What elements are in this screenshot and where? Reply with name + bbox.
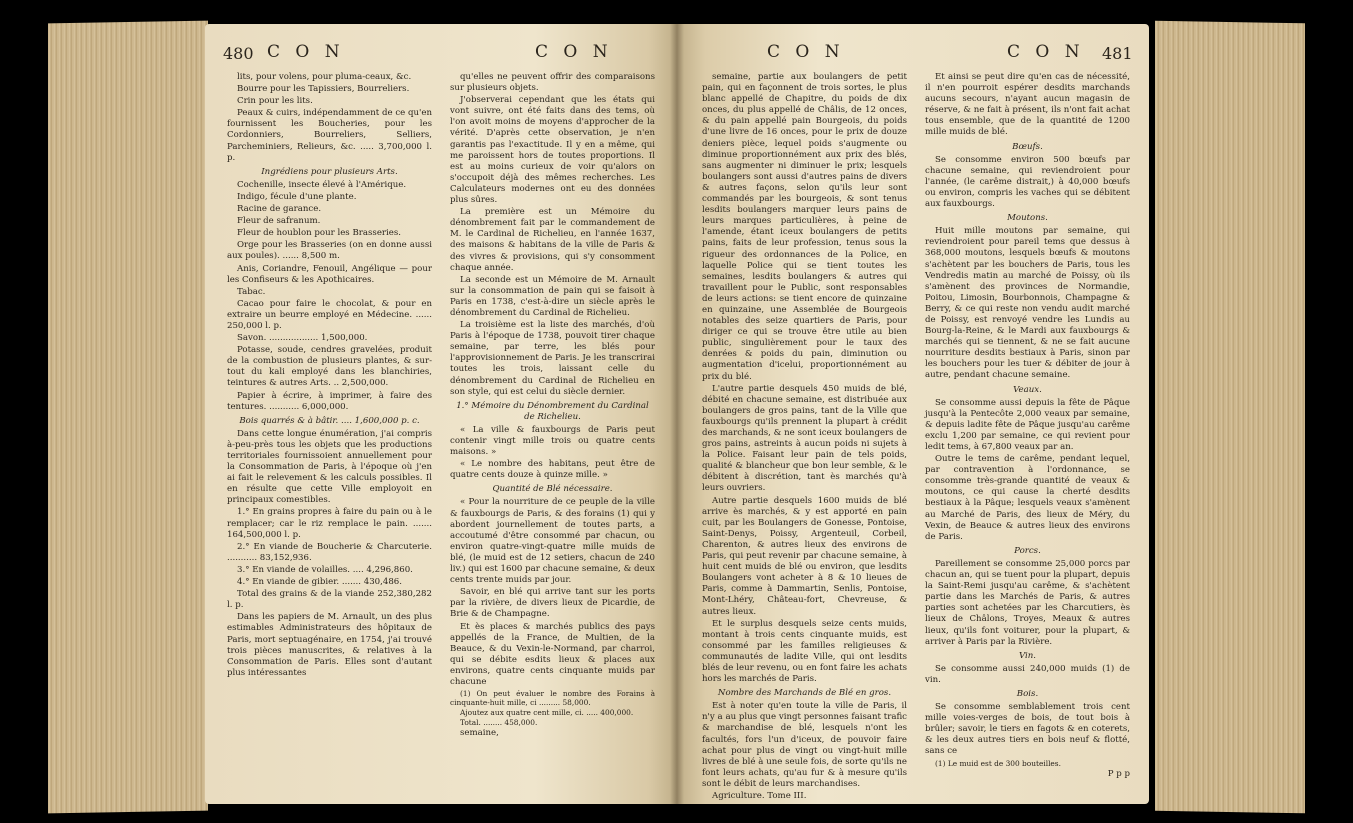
book-gutter (670, 24, 684, 804)
paragraph: Savon. .................. 1,500,000. (237, 333, 368, 344)
running-header: C O N (767, 42, 845, 62)
paragraph: Se consomme environ 500 bœufs par chacune semaine, qui reviendroient pour l'année, (le carême distrait,) à 40,000 bœufs ou environ, compris les vaches qui se débitent aux fauxbourgs. (925, 154, 1130, 210)
paragraph: Cacao pour faire le chocolat, & pour en extraire un beurre employé en Médecine. ...... 250,000 l. p. (227, 298, 432, 331)
running-header: C O N (1007, 42, 1085, 62)
paragraph: L'autre partie desquels 450 muids de blé, débité en chacune semaine, est distribuée aux boulangers de gros pains, tant de la Ville que fauxbourgs qu'ils prennent la plupart à crédit des marchands, & ne sont iceux boulangers de gros pains, astreints à aucun poids ni sujets à la Police. Faisant leur pain de tels poids, qualité & blancheur que bon leur semble, & le débitent à discrétion, tant ès marchés qu'à leurs ouvriers. (702, 383, 907, 494)
paragraph: Anis, Coriandre, Fenouil, Angélique — pour les Confiseurs & les Apothicaires. (227, 263, 432, 285)
paragraph: Ajoutez aux quatre cent mille, ci. ..... 400,000. (460, 708, 634, 718)
paragraph: Agriculture. Tome III. (712, 791, 807, 801)
paragraph: 1.° En grains propres à faire du pain ou à le remplacer; car le riz remplace le pain. ....... 164,500,000 l. p. (227, 507, 432, 540)
paragraph: Potasse, soude, cendres gravelées, produit de la combustion de plusieurs plantes, & sur-tout du kali employé dans les blanchiries, teintures & autres Arts. .. 2,500,000. (227, 345, 432, 389)
paragraph: Porcs. (1014, 545, 1041, 556)
paragraph: Est à noter qu'en toute la ville de Paris, il n'y a au plus que vingt personnes faisant trafic & marchandise de blé, lesquels n'ont les facultés, fors l'un d'iceux, de pouvoir faire achat pour plus de vingt ou vingt-huit mille livres de blé à une seule fois, de sorte qu'ils ne font leurs achats, qu'au fur & à mesure qu'ils sont le débit de leurs marchandises. (702, 701, 907, 789)
paragraph: La seconde est un Mémoire de M. Arnault sur la consommation de pain qui se faisoit à Paris en 1738, c'est-à-dire un siècle après le dénombrement du Cardinal de Richelieu. (450, 274, 655, 318)
paragraph: La troisième est la liste des marchés, d'où Paris à l'époque de 1738, pouvoit tirer chaque semaine, par terre, les blés pour l'approvisionnement de Paris. Je les transcrirai toutes les trois, laissant celle du dénombrement du Cardinal de Richelieu en son style, qui est celui du siècle dernier. (450, 320, 655, 397)
right-page-edges (1155, 21, 1305, 814)
paragraph: Dans les papiers de M. Arnault, un des plus estimables Administrateurs des hôpitaux de Paris, mort septuagénaire, en 1754, j'ai trouvé trois pièces manuscrites, & relatives à la Consommation de Paris. Elles sont d'autant plus intéressantes (227, 612, 432, 678)
paragraph: Et ès places & marchés publics des pays appellés de la France, de Multien, de la Beauce, & du Vexin-le-Normand, par charroi, qui se débite esdits lieux & places aux environs, quatre cents cinquante muids par chacune (450, 621, 655, 687)
paragraph: Pareillement se consomme 25,000 porcs par chacun an, qui se tuent pour la plupart, depuis la Saint-Remi jusqu'au carême, & s'achètent partie dans les Marchés de Paris, & autres parties sont achetées par les Charcutiers, ès lieux de Châlons, Troyes, Meaux & autres lieux, qu'ils font voiturer, pour la plupart, & arriver à Paris par la Rivière. (925, 558, 1130, 647)
page-number: 481 (1102, 44, 1133, 63)
paragraph: Cochenille, insecte élevé à l'Amérique. (237, 179, 407, 190)
paragraph: lits, pour volens, pour pluma-ceaux, &c. (237, 72, 412, 82)
paragraph: Outre le tems de carême, pendant lequel, par contravention à l'ordonnance, se consomme très-grande quantité de veaux & moutons, ce qui cause la cherté desdits bestiaux à la Pâque; lesquels veaux s'amènent au Marché de Paris, des lieux de Méry, du Vexin, de Beauce & autres lieux des environs de Paris. (925, 454, 1130, 542)
paragraph: qu'elles ne peuvent offrir des comparaisons sur plusieurs objets. (450, 72, 655, 94)
paragraph: Bois quarrés & à bâtir. .... 1,600,000 p. c. (239, 415, 420, 426)
paragraph: Bœufs. (1012, 141, 1043, 152)
right-page (677, 24, 1149, 804)
paragraph: Racine de garance. (237, 204, 322, 215)
left-page (205, 24, 677, 804)
paragraph: Ingrédiens pour plusieurs Arts. (261, 166, 398, 177)
paragraph: Et ainsi se peut dire qu'en cas de nécessité, il n'en pourroit espérer desdits marchands aucuns secours, n'ayant aucun magasin de réserve, & ne fait à présent, ils n'ont fait achat tous ensemble, que de la quantité de 1200 mille muids de blé. (925, 72, 1130, 138)
paragraph: Autre partie desquels 1600 muids de blé arrive ès marchés, & y est apporté en pain cuit, par les Boulangers de Gonesse, Pontoise, Saint-Denys, Poissy, Argenteuil, Corbeil, Charenton, & autres lieux des environs de Paris, qui peut revenir par chacune semaine, à huit cent muids de blé ou environ, que lesdits Boulangers vont acheter à 8 & 10 lieues de Paris, comme à Dammartin, Senlis, Pontoise, Mont-Lhéry, Château-fort, Chevreuse, & autres lieux. (702, 495, 907, 617)
paragraph: Tabac. (237, 286, 266, 297)
paragraph: 2.° En viande de Boucherie & Charcuterie. ........... 83,152,936. (227, 541, 432, 563)
paragraph: Orge pour les Brasseries (on en donne aussi aux poules). ...... 8,500 m. (227, 240, 432, 262)
paragraph: P p p (1107, 768, 1130, 779)
paragraph: Savoir, en blé qui arrive tant sur les ports par la rivière, de divers lieux de Picardie, de Brie & de Champagne. (450, 587, 655, 620)
paragraph: Vin. (1018, 650, 1037, 661)
text-column-1 (702, 72, 907, 803)
paragraph: 1.° Mémoire du Dénombrement du Cardinal de Richelieu. (456, 400, 649, 422)
paragraph: Total. ........ 458,000. (460, 718, 538, 728)
paragraph: Nombre des Marchands de Blé en gros. (717, 688, 892, 699)
paragraph: « Pour la nourriture de ce peuple de la ville & fauxbourgs de Paris, & des forains (1) qui y abordent journellement de toutes parts, a accoutumé d'être consommé par chacun, ou environ quatre-vingt-quatre mille muids de blé, (le muid est de 12 setiers, chacun de 240 liv.) qui est 1600 par chacune semaine, & deux cents trente muids par jour. (450, 497, 655, 586)
paragraph: Se consomme aussi depuis la fête de Pâque jusqu'à la Pentecôte 2,000 veaux par semaine, & depuis ladite fête de Pâque jusqu'au carême exclu 1,200 par semaine, ce qui revient pour ledit tems, à 67,800 veaux par an. (925, 397, 1130, 452)
paragraph: Et le surplus desquels seize cents muids, montant à trois cents cinquante muids, est consommé par les familles religieuses & communautés de ladite Ville, qui ont lesdits blés de leur revenu, ou en font faire les achats hors les marchés de Paris. (702, 618, 907, 685)
text-column-1 (227, 72, 432, 680)
paragraph: Indigo, fécule d'une plante. (237, 191, 357, 202)
paragraph: Huit mille moutons par semaine, qui reviendroient pour pareil tems que dessus à 368,000 moutons, lesquels bœufs & moutons s'achètent par les bouchers de Paris, tous les Vendredis matin au marché de Poissy, où ils s'amènent des provinces de Normandie, Poitou, Limosin, Bourbonnois, Champagne & Berry, & ce qui reste non vendu audit marché de Poissy, est renvoyé vendre les Lundis au Bourg-la-Reine, & le Mardi aux fauxbourgs & marchés qui se tiennent, & ne se fait aucune nourriture desdits bestiaux à Paris, sinon par les bouchers pour les tuer & débiter de jour à autre, pendant chacune semaine. (925, 226, 1130, 381)
paragraph: Dans cette longue énumération, j'ai compris à-peu-près tous les objets que les productions territoriales fournissoient annuellement pour la Consommation de Paris, à l'époque où j'en ai fait le relevement & les calculs possibles. Il en résulte que cette Ville employoit en principaux comestibles. (227, 428, 432, 506)
running-header: C O N (267, 42, 345, 62)
paragraph: Papier à écrire, à imprimer, à faire des tentures. ........... 6,000,000. (227, 390, 432, 412)
paragraph: (1) Le muid est de 300 bouteilles. (935, 758, 1061, 768)
paragraph: Bois. (1016, 688, 1039, 699)
paragraph: Se consomme semblablement trois cent mille voies-verges de bois, de tout bois à brûler; savoir, le tiers en fagots & en coterets, & les deux autres tiers en bois neuf & flotté, sans ce (925, 702, 1130, 757)
paragraph: Crin pour les lits. (237, 96, 313, 107)
paragraph: Se consomme aussi 240,000 muids (1) de vin. (925, 663, 1130, 685)
paragraph: La première est un Mémoire du dénombrement fait par le commandement de M. le Cardinal de Richelieu, en l'année 1637, des maisons & habitans de la ville de Paris & des vivres & provisions, qui s'y consomment chaque année. (450, 207, 655, 273)
text-column-2 (925, 72, 1130, 781)
paragraph: semaine, (460, 728, 499, 739)
paragraph: (1) On peut évaluer le nombre des Forains à cinquante-huit mille, ci ......... 58,000. (450, 689, 655, 708)
paragraph: 3.° En viande de volailles. .... 4,296,860. (237, 564, 413, 575)
paragraph: Veaux. (1013, 384, 1042, 395)
paragraph: Total des grains & de la viande 252,380,282 l. p. (227, 589, 432, 611)
running-header: C O N (535, 42, 613, 62)
paragraph: « La ville & fauxbourgs de Paris peut contenir vingt mille trois ou quatre cents maisons. » (450, 424, 655, 458)
paragraph: Quantité de Blé nécessaire. (492, 484, 613, 495)
paragraph: 4.° En viande de gibier. ....... 430,486. (237, 577, 403, 588)
page-number: 480 (223, 44, 254, 63)
text-column-2 (450, 72, 655, 740)
paragraph: semaine, partie aux boulangers de petit pain, qui en façonnent de trois sortes, le plus blanc appellé de Chapitre, du poids de dix onces, du plus appellé de Châlis, de 12 onces, & du pain appellé pain Bourgeois, du poids d'une livre de 16 onces, pour le prix de douze deniers pièce, lequel poids s'augmente ou diminue proportionnément aux prix des blés, sans augmenter ni diminuer le prix; lesquels boulangers sont aussi d'autres pains de divers & autres façons, selon qu'ils leur sont commandés par les bourgeois, & sont tenus lesdits boulangers marquer leurs pains de leurs marques particulières, à peine de l'amende, étant iceux boulangers de petits pains, faits de leur profession, tenus sous la rigueur des ordonnances de la Police, en laquelle Police qui se tient toutes les semaines, lesdits boulangers & autres qui travaillent pour le Public, sont responsables de leurs actions: se tient encore de quinzaine en quinzaine, une Assemblée de Bourgeois notables des seize quartiers de Paris, pour diriger ce qui se trouve être utile au bien public, singulièrement pour le taux des denrées & poids du pain, diminution ou augmentation d'icelui, proportionnément au prix du blé. (702, 72, 907, 382)
paragraph: Bourre pour les Tapissiers, Bourreliers. (237, 84, 410, 95)
paragraph: « Le nombre des habitans, peut être de quatre cents douze à quinze mille. » (450, 459, 655, 481)
paragraph: Peaux & cuirs, indépendamment de ce qu'en fournissent les Boucheries, pour les Cordonniers, Bourreliers, Selliers, Parcheminiers, Relieurs, &c. ..... 3,700,000 l. p. (227, 108, 432, 163)
paragraph: J'observerai cependant que les états qui vont suivre, ont été faits dans des tems, où l'on avoit moins de moyens d'approcher de la vérité. D'après cette observation, je n'en garantis pas l'exactitude. Il y en a même, qui me paroissent hors de toutes proportions. Il est au moins curieux de voir qu'alors on s'occupoit déjà des mêmes recherches. Les Calculateurs modernes ont eu des données plus sûres. (450, 95, 655, 206)
left-page-edges (48, 21, 208, 814)
paragraph: Fleur de safranum. (237, 216, 321, 227)
paragraph: Fleur de houblon pour les Brasseries. (237, 228, 401, 239)
paragraph: Moutons. (1007, 213, 1048, 224)
